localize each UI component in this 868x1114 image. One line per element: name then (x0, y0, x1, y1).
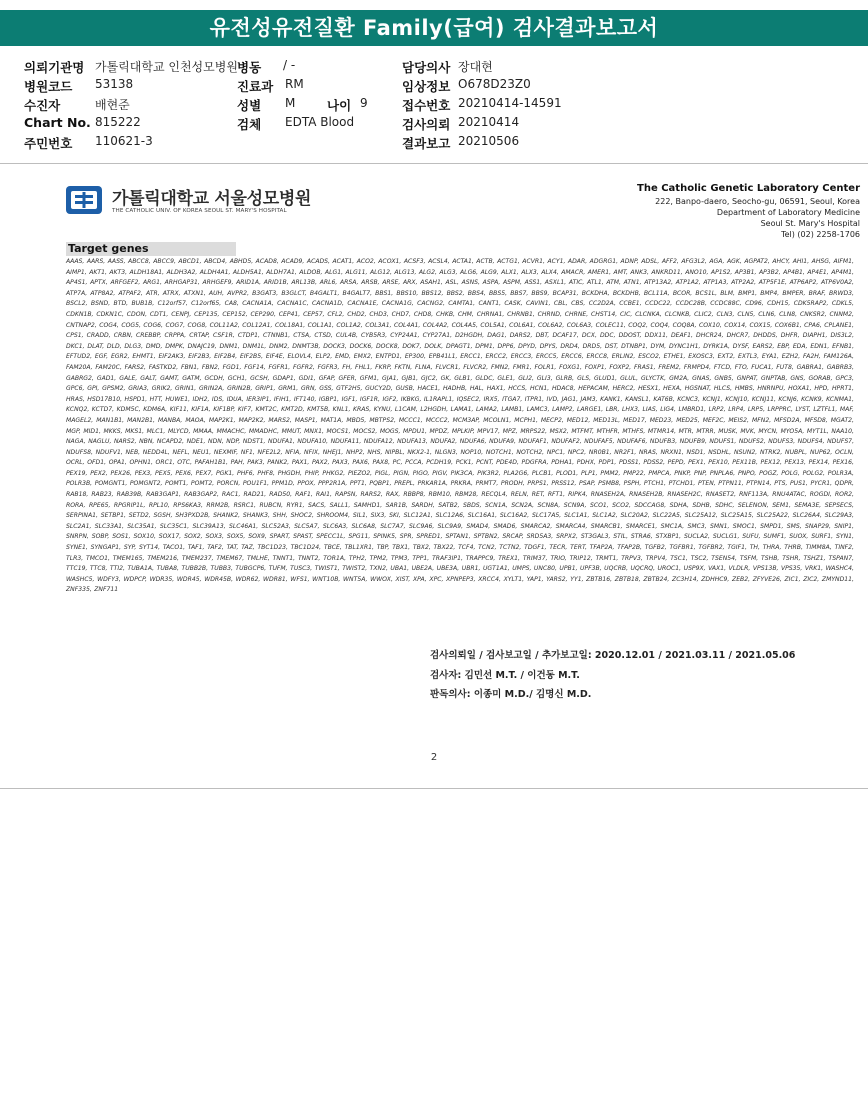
hospital-name-en: THE CATHOLIC UNIV. OF KOREA SEOUL ST. MARY'S HOSPITAL (112, 208, 287, 214)
doctor-value: 장대현 (458, 60, 493, 74)
hospital-code-value: 53138 (95, 77, 134, 91)
hospital-logo (66, 184, 326, 224)
sex-label: 성별 (237, 98, 262, 113)
request-date-label: 검사의뢰 (402, 117, 451, 132)
signoff-physicians: 판독의사: 이종미 M.D./ 김명신 M.D. (430, 689, 592, 700)
ward-value: / - (283, 58, 296, 72)
clinical-info-label: 임상정보 (402, 79, 451, 94)
lab-center-info (600, 182, 860, 240)
target-genes-heading: Target genes (66, 242, 236, 256)
resident-no-value: 110621-3 (95, 134, 153, 148)
patient-label: 수진자 (24, 98, 61, 113)
lab-center-address: 222, Banpo-daero, Seocho-gu, 06591, Seoul, Korea (655, 197, 860, 206)
age-label: 나이 (327, 98, 352, 113)
report-date-label: 결과보고 (402, 136, 451, 151)
divider (0, 788, 868, 789)
lab-center-tel: Tel) (02) 2258-1706 (781, 230, 860, 239)
institution-label: 의뢰기관명 (24, 60, 85, 75)
signoff-examiners: 검사자: 김민선 M.T. / 이건동 M.T. (430, 669, 580, 681)
receipt-no-label: 접수번호 (402, 98, 451, 113)
request-meta (0, 58, 868, 154)
specimen-value: EDTA Blood (285, 115, 355, 129)
patient-value: 배현준 (95, 98, 130, 112)
hospital-emblem-icon (66, 184, 102, 216)
report-title: 유전성유전질환 Family(급여) 검사결과보고서 (0, 10, 868, 46)
report-date-value: 20210506 (458, 134, 520, 148)
lab-center-name: The Catholic Genetic Laboratory Center (637, 183, 860, 194)
institution-value: 가톨릭대학교 인천성모병원 (95, 60, 238, 74)
signoff-block (430, 646, 795, 705)
lab-center-hospital: Seoul St. Mary's Hospital (760, 219, 860, 228)
chart-no-label: Chart No. (24, 115, 91, 130)
target-genes-section (66, 242, 858, 662)
receipt-no-value: 20210414-14591 (458, 96, 562, 110)
hospital-code-label: 병원코드 (24, 79, 73, 94)
page-number: 2 (430, 752, 438, 763)
target-genes-list: AAAS, AARS, AASS, ABCC8, ABCC9, ABCD1, ABCD4, ABHD5, ACAD8, ACAD9, ACADS, ACAT1, ACO2, ACOX1, ACSF3, ACSL4, ACTA1, ACTB, ACTG1, ACVR1, ACY1, ADAR, ADGRG1, ADNP, ADSL, AFF2, AFG3L2, AGA, AGK, AGPAT2, AHCY, AHI1, AHSG, AIFM1, AIMP1, AKT1, AKT3, ALDH18A1, ALDH3A2, ALDH4A1, ALDH5A1, ALDH7A1, ALDOB, ALG1, ALG11, ALG12, ALG13, ALG2, ALG3, ALG6, ALG9, ALX1, ALX3, ALX4, AMACR, AMER1, AMT, ANK3, ANKRD11, ANO10, AP1S2, AP3B1, AP3B2, AP4B1, AP4E1, AP4M1, AP4S1, APTX, ARFGEF2, ARG1, ARHGAP31, ARHGEF9, ARID1A, ARID1B, ARL13B, ARL6, ARSA, ARSB, ARSE, ARX, ASAH1, ASL, ASNS, ASPA, ASPM, ASS1, ASXL1, ATIC, ATL1, ATM, ATN1, ATP13A2, ATP1A2, ATP1A3, ATP2A2, ATP5F1E, ATP6AP2, ATP6V0A2, ATP7A, ATP8A2, ATPAF2, ATR, ATRX, ATXN1, AUH, AVPR2, B3GAT3, B3GLCT, B4GALT1, B4GALT7, BBS1, BBS10, BBS12, BBS2, BBS4, BBS5, BBS7, BBS9, BCAP31, BCKDHA, BCKDHB, BCL11A, BCOR, BCS1L, BLM, BMP1, BMP4, BMPER, BRAF, BRWD3, BSCL2, BSND, BTD, BUB1B, C12orf57, C12orf65, CA8, CACNA1A, CACNA1C, CACNA1D, CACNA1E, CACNA1G, CACNG2, CAMTA1, CANT1, CASK, CAVIN1, CBL, CBS, CC2D2A, CCBE1, CCDC22, CCDC28B, CCDC88C, CD96, CDH15, CDK5RAP2, CDKL5, CDKN1B, CDKN1C, CDON, CDT1, CENPJ, CEP135, CEP152, CEP290, CEP41, CEP57, CFL2, CHD2, CHD3, CHD7, CHD8, CHKB, CHM, CHRNA1, CHRNB1, CHRND, CHRNE, CHST14, CIC, CLCNKA, CLCNKB, CLIC2, CLN3, CLN5, CLN6, CLN8, CNKSR2, CNNM2, CNTNAP2, COG4, COG5, COG6, COG7, COG8, COL11A2, COL12A1, COL18A1, COL1A1, COL1A2, COL3A1, COL4A1, COL4A2, COL4A5, COL5A1, COL6A1, COL6A2, COL6A3, COLEC11, COQ2, COQ4, COQ8A, COX10, COX14, COX15, COX6B1, CPA6, CPLANE1, CPS1, CRADD, CRBN, CREBBP, CRPPA, CRTAP, CSF1R, CTDP1, CTNNB1, CTSA, CTSD, CUL4B, CYB5R3, CYP24A1, CYP27A1, D2HGDH, DAG1, DARS2, DBT, DCAF17, DCX, DDC, DDOST, DDX11, DEAF1, DHCR24, DHCR7, DHDDS, DHFR, DIAPH1, DIS3L2, DKC1, DLAT, DLD, DLG3, DMD, DMPK, DNAJC19, DNM1, DNM1L, DNM2, DNMT3B, DOCK3, DOCK6, DOCK8, DOK7, DOLK, DPAGT1, DPM1, DPP6, DPYD, DPYS, DRD4, DRD5, DST, DTNBP1, DYM, DYNC1H1, DYRK1A, DYSF, EARS2, EBP, EDA, EDN1, EFNB1, EFTUD2, EGF, EGR2, EHMT1, EIF2AK3, EIF2B3, EIF2B4, EIF2B5, EIF4E, ELOVL4, ELP2, EMD, EMX2, ENTPD1, EP300, EPB41L1, ERCC1, ERCC2, ERCC3, ERCC5, ERCC6, ERCC8, ERLIN2, ESCO2, ETHE1, EXOSC3, EXT2, EXTL3, EYA1, EZH2, FA2H, FAM126A, FAM20A, FAM20C, FARS2, FASTKD2, FBN1, FBN2, FGD1, FGF14, FGFR1, FGFR2, FGFR3, FH, FHL1, FKRP, FKTN, FLNA, FLVCR1, FLVCR2, FMN2, FMR1, FOLR1, FOXG1, FOXP1, FOXP2, FRAS1, FREM2, FRMPD4, FTCD, FTO, FUCA1, FUT8, GABRA1, GABRB3, GABRG2, GAD1, GALE, GALT, GAMT, GATM, GCDH, GCH1, GCSH, GDAP1, GDI1, GFAP, GFER, GFM1, GJA1, GJB1, GJC2, GK, GLB1, GLDC, GLE1, GLI2, GLI3, GLRB, GLS, GLUD1, GLUL, GLYCTK, GM2A, GNAS, GNB5, GNPAT, GNPTAB, GNS, GORAB, GPC3, GPC6, GPI, GPSM2, GRIA3, GRIK2, GRIN1, GRIN2A, GRIN2B, GRIP1, GRM1, GRN, GSS, GTF2H5, GUCY2D, GUSB, HACE1, HADHB, HAL, HAX1, HCCS, HCN1, HDAC8, HEPACAM, HERC2, HESX1, HEXA, HGSNAT, HLCS, HMBS, HNRNPU, HOXA1, HPD, HPRT1, HRAS, HSD17B10, HSPD1, HTT, HUWE1, IDH2, IDS, IDUA, IER3IP1, IFIH1, IFT140, IGBP1, IGF1, IGF1R, IGF2, IKBKG, IL1RAPL1, IQSEC2, IRX5, ITGA7, ITPR1, IVD, JAG1, JAM3, KANK1, KANSL1, KAT6B, KCNC3, KCNJ1, KCNJ10, KCNJ11, KCNJ6, KCNK9, KCNMA1, KCNQ2, KCTD7, KDM5C, KDM6A, KIF11, KIF1A, KIF1BP, KIF7, KMT2C, KMT2D, KMT5B, KNL1, KRAS, KYNU, L1CAM, L2HGDH, LAMA1, LAMA2, LAMB1, LAMC3, LAMP2, LARGE1, LBR, LHX3, LIAS, LIG4, LMBRD1, LRP2, LRP4, LRP5, LRPPRC, LYST, LZTFL1, MAF, MAGEL2, MAN1B1, MAN2B1, MANBA, MAOA, MAP2K1, MAP2K2, MARS2, MASP1, MAT1A, MBD5, MBTPS2, MCCC1, MCCC2, MCM3AP, MCOLN1, MCPH1, MECP2, MED12, MED13L, MED17, MED23, MED25, MEF2C, MEIS2, MFN2, MFSD2A, MFSD8, MGAT2, MGP, MID1, MKKS, MKS1, MLC1, MLYCD, MMAA, MMACHC, MMADHC, MMUT, MNX1, MOCS1, MOCS2, MOGS, MPDU1, MPDZ, MPLKIP, MPV17, MPZ, MRPS22, MSX2, MTFMT, MTHFR, MTHFS, MTMR14, MTR, MTRR, MUSK, MVK, MYCN, MYO5A, MYT1L, NAA10, NAGA, NAGLU, NARS2, NBN, NCAPD2, NDE1, NDN, NDP, NDST1, NDUFA1, NDUFA10, NDUFA11, NDUFA12, NDUFA13, NDUFA2, NDUFA6, NDUFA9, NDUFAF1, NDUFAF2, NDUFAF5, NDUFAF6, NDUFB3, NDUFB9, NDUFS1, NDUFS2, NDUFS3, NDUFS4, NDUFS7, NDUFS8, NDUFV1, NEB, NEDD4L, NEFL, NEU1, NEXMIF, NF1, NFE2L2, NFIA, NFIX, NHEJ1, NHP2, NHS, NIPBL, NKX2-1, NLGN3, NOP10, NOTCH1, NOTCH2, NPC1, NPC2, NR0B1, NR2F1, NRAS, NRXN1, NSD1, NSDHL, NSUN2, NTRK2, NUBPL, NUP62, OCLN, OCRL, OFD1, OPA1, OPHN1, ORC1, OTC, PAFAH1B1, PAH, PAK3, PANK2, PAX1, PAX2, PAX3, PAX6, PAX8, PC, PCCA, PCDH19, PCK1, PCNT, PDE4D, PDGFRA, PDHA1, PDHX, PDP1, PDSS1, PDSS2, PEPD, PEX1, PEX10, PEX11B, PEX12, PEX13, PEX14, PEX16, PEX19, PEX2, PEX26, PEX3, PEX5, PEX6, PEX7, PGK1, PHF6, PHF8, PHGDH, PHIP, PHKG2, PIEZO2, PIGL, PIGN, PIGO, PIGV, PIK3CA, PIK3R2, PLA2G6, PLCB1, PLOD1, PLP1, PMM2, PMP22, PMPCA, PNKP, PNP, PNPLA6, PNPO, POGZ, POLG, POLG2, POLR3A, POLR3B, POMGNT1, POMGNT2, POMT1, POMT2, PORCN, POU1F1, PPM1D, PPOX, PPP2R1A, PPT1, PQBP1, PREPL, PRKAR1A, PRKRA, PRMT7, PRODH, PRPS1, PRSS12, PSAP, PSMB8, PSPH, PTCH1, PTCHD1, PTEN, PTPN11, PTPN14, PTS, PUS1, PYCR1, QDPR, RAB18, RAB23, RAB39B, RAB3GAP1, RAB3GAP2, RAC1, RAD21, RAD50, RAF1, RAI1, RAPSN, RARS2, RAX, RBBP8, RBM10, RBM28, RECQL4, RELN, RET, RFT1, RIPK4, RNASEH2A, RNASEH2B, RNASEH2C, RNASET2, RNF113A, RNU4ATAC, ROGDI, ROR2, RORA, RPE65, RPGRIP1L, RPL10, RPS6KA3, RRM2B, RSRC1, RUBCN, RYR1, SACS, SALL1, SAMHD1, SAR1B, SARDH, SATB2, SBDS, SCN1A, SCN2A, SCN8A, SCN9A, SCO1, SCO2, SDCCAG8, SDHA, SDHB, SDHC, SELENON, SEM1, SEMA3E, SEPSECS, SERPINA1, SETBP1, SETD2, SGSH, SH3PXD2B, SHANK2, SHANK3, SHH, SHOC2, SHROOM4, SIL1, SIX3, SKI, SLC12A1, SLC12A6, SLC16A1, SLC16A2, SLC17A5, SLC1A1, SLC1A2, SLC20A2, SLC22A5, SLC25A12, SLC25A15, SLC25A22, SLC26A4, SLC29A3, SLC2A1, SLC33A1, SLC35A1, SLC35C1, SLC39A13, SLC46A1, SLC52A3, SLC5A7, SLC6A3, SLC6A8, SLC7A7, SLC9A6, SLC9A9, SMAD4, SMAD6, SMARCA2, SMARCA4, SMARCB1, SMARCE1, SMC1A, SMC3, SMN1, SMOC1, SMPD1, SMS, SNAP29, SNIP1, SNRPN, SOBP, SOS1, SOX10, SOX17, SOX2, SOX3, SOX5, SOX9, SPART, SPAST, SPECC1L, SPG11, SPINK5, SPR, SPRED1, SPTAN1, SPTBN2, SRCAP, SRD5A3, SRPX2, ST3GAL3, STIL, STRA6, STXBP1, SUCLA2, SUCLG1, SUFU, SUMF1, SUOX, SURF1, SYN1, SYNE1, SYNGAP1, SYP, SYT14, TACO1, TAF1, TAF2, TAT, TAZ, TBC1D23, TBC1D24, TBCE, TBL1XR1, TBP, TBX1, TBX2, TBX22, TCF4, TCN2, TCTN2, TDGF1, TECR, TERT, TFAP2A, TFAP2B, TGFB2, TGFBR1, TGFBR2, TGIF1, TH, THRA, THRB, TIMM8A, TINF2, TLR3, TMCO1, TMEM165, TMEM216, TMEM237, TMEM67, TMLHE, TNNT1, TNNT2, TOR1A, TPH2, TPM2, TPM3, TPP1, TRAF3IP1, TRAPPC9, TREX1, TRIM37, TRIO, TRIP12, TRMT1, TRPV3, TRPV4, TSC1, TSC2, TSEN54, TSFM, TSHB, TSHR, TSHZ1, TSPAN7, TTC19, TTC8, TTI2, TUBA1A, TUBA8, TUBB2B, TUBB3, TUBGCP6, TUFM, TUSC3, TWIST1, TWIST2, TXN2, UBA1, UBE2A, UBE3A, UBR1, UGT1A1, UMPS, UNC80, UPB1, UPF3B, UQCRB, UQCRQ, UROC1, USP9X, VAX1, VLDLR, VPS13B, VPS35, VRK1, WASHC4, WASHC5, WDFY3, WDPCP, WDR35, WDR45, WDR45B, WDR62, WDR81, WFS1, WNT10B, WNT5A, WWOX, XIST, XPA, XPC, XPNPEP3, XRCC4, XYLT1, YAP1, YARS2, YY1, ZBTB16, ZBTB18, ZBTB24, ZC3H14, ZDHHC9, ZEB2, ZFYVE26, ZIC1, ZIC2, ZMYND11, ZNF335, ZNF711 (66, 258, 854, 594)
request-date-value: 20210414 (458, 115, 520, 129)
report-page (0, 168, 868, 788)
department-label: 진료과 (237, 79, 274, 94)
ward-label: 병동 (237, 60, 262, 75)
resident-no-label: 주민번호 (24, 136, 73, 151)
age-value: 9 (360, 96, 368, 110)
signoff-dates: 검사의뢰일 / 검사보고일 / 추가보고일: 2020.12.01 / 2021.03.11 / 2021.05.06 (430, 650, 796, 661)
department-value: RM (285, 77, 304, 91)
sex-value: M (285, 96, 296, 110)
clinical-info-value: O678D23Z0 (458, 77, 531, 91)
specimen-label: 검체 (237, 117, 262, 132)
lab-center-dept: Department of Laboratory Medicine (716, 208, 860, 217)
chart-no-value: 815222 (95, 115, 141, 129)
divider (0, 163, 868, 164)
doctor-label: 담당의사 (402, 60, 451, 75)
hospital-name-kr: 가톨릭대학교 서울성모병원 (112, 189, 312, 209)
